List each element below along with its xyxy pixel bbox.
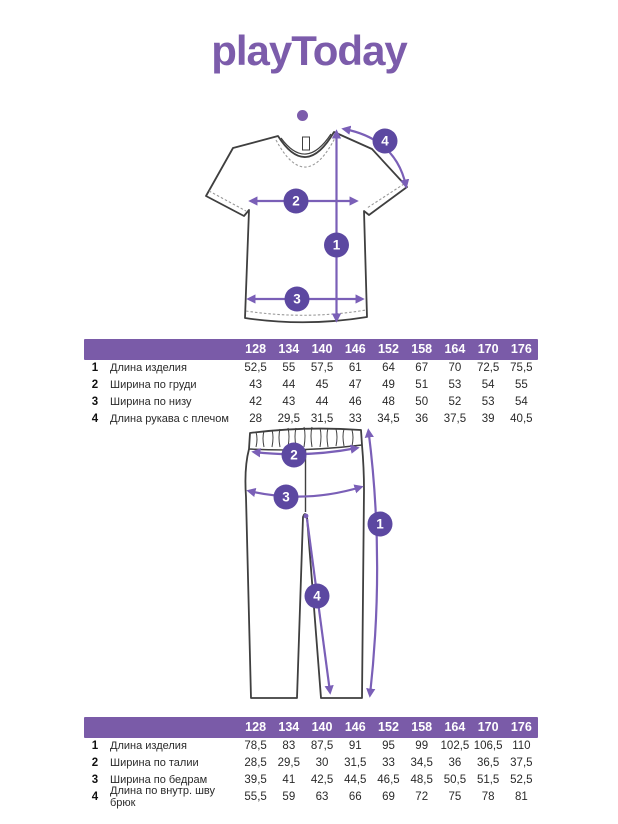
measure-value-cell: 75,5 [510,362,533,375]
measure-value-cell: 50,5 [443,773,467,786]
measure-value-cell: 63 [315,790,329,803]
measure-value-cell: 67 [415,362,429,375]
measure-value-cell: 43 [282,395,296,408]
measure-value-cell: 72,5 [476,362,500,375]
measure-value-cell: 34,5 [377,412,400,425]
table-row [84,738,538,755]
measure-badge-3 [274,485,299,510]
row-label: Ширина по бедрам [110,773,208,786]
brand-logo-text: playToday [211,27,407,74]
measure-badge-4 [305,584,330,609]
row-number: 3 [91,773,99,786]
size-col-header: 152 [378,720,399,734]
measure-value-cell: 40,5 [510,412,533,425]
measure-value-cell: 59 [282,790,296,803]
brand-logo [0,26,618,76]
size-col-header: 128 [245,342,267,356]
tshirt-measurement-diagram [180,100,440,340]
measure-value-cell: 61 [348,362,362,375]
size-col-header: 140 [311,720,333,734]
measure-value-cell: 78 [481,790,495,803]
row-label: Длина по внутр. шву брюк [110,784,216,809]
badge-number: 3 [282,489,290,505]
row-label: Длина изделия [110,740,187,753]
size-col-header: 170 [477,720,499,734]
measure-value-cell: 83 [282,740,296,753]
collar-label-tag [303,137,310,150]
measure-value-cell: 46,5 [377,773,400,786]
measure-value-cell: 37,5 [443,412,467,425]
size-col-header: 134 [278,720,300,734]
measure-value-cell: 55 [514,379,528,392]
pants-measurement-diagram [230,418,400,710]
measure-value-cell: 51,5 [476,773,500,786]
row-number: 2 [91,757,99,770]
measure-value-cell: 37,5 [510,757,533,770]
measure-badge-2 [284,189,309,214]
measure-value-cell: 34,5 [410,757,433,770]
measure-value-cell: 57,5 [310,362,334,375]
size-col-header: 164 [444,342,466,356]
table-row [84,784,538,809]
size-col-header: 128 [245,720,267,734]
badge-number: 2 [292,193,300,209]
row-number: 3 [91,395,99,408]
header-spacer [84,717,239,738]
measure-value-cell: 42,5 [310,773,334,786]
badge-number: 2 [290,447,298,463]
measure-value-cell: 31,5 [344,757,367,770]
measure-value-cell: 52,5 [244,362,267,375]
measure-value-cell: 41 [282,773,296,786]
measure-value-cell: 48 [382,395,395,408]
tshirt-size-table [84,339,538,427]
measure-value-cell: 91 [348,740,362,753]
size-col-header: 140 [311,342,333,356]
row-label: Ширина по низу [110,395,192,408]
measure-value-cell: 51 [415,379,429,392]
measure-value-cell: 75 [448,790,462,803]
measure-value-cell: 66 [348,790,362,803]
table-row [84,755,538,772]
size-header-row [84,717,538,738]
size-col-header: 158 [411,720,433,734]
measure-value-cell: 78,5 [244,740,267,753]
size-col-header: 146 [344,342,366,356]
measure-badge-3 [285,287,310,312]
measure-value-cell: 29,5 [277,757,301,770]
measure-value-cell: 54 [481,379,495,392]
size-header-row [84,339,538,360]
inseam-origin-dot [304,514,309,519]
measure-value-cell: 30 [315,757,329,770]
measure-value-cell: 50 [415,395,429,408]
measure-value-cell: 47 [348,379,362,392]
measure-badge-2 [282,443,307,468]
measure-value-cell: 33 [382,757,395,770]
measure-value-cell: 36,5 [476,757,500,770]
row-number: 4 [91,790,99,803]
measure-value-cell: 44 [315,395,329,408]
measure-value-cell: 46 [348,395,362,408]
size-col-header: 158 [411,342,433,356]
measure-value-cell: 52,5 [510,773,533,786]
measure-value-cell: 106,5 [473,740,503,753]
measure-value-cell: 48,5 [410,773,433,786]
row-number: 1 [91,740,99,753]
pants-size-table [84,717,538,809]
measure-value-cell: 95 [382,740,395,753]
size-col-header: 146 [344,720,366,734]
measure-badge-1 [368,512,393,537]
measure-value-cell: 39 [481,412,495,425]
measure-value-cell: 49 [382,379,395,392]
pants-outline [245,429,364,698]
table-row [84,360,538,377]
table-row [84,377,538,394]
badge-number: 1 [376,516,384,532]
arrow-length [369,431,378,695]
measure-value-cell: 28,5 [244,757,267,770]
size-col-header: 164 [444,720,466,734]
measure-value-cell: 64 [382,362,395,375]
measure-value-cell: 87,5 [310,740,334,753]
row-number: 4 [91,412,99,425]
measure-value-cell: 53 [481,395,495,408]
row-label: Длина изделия [110,362,187,375]
measure-value-cell: 99 [415,740,429,753]
measure-value-cell: 28 [249,412,262,425]
measure-badge-1 [324,233,349,258]
size-col-header: 152 [378,342,399,356]
header-spacer [84,339,239,360]
badge-number: 4 [381,133,389,149]
measure-value-cell: 53 [448,379,462,392]
measure-value-cell: 39,5 [244,773,267,786]
measure-value-cell: 102,5 [440,740,470,753]
row-label: Длина рукава с плечом [110,412,229,425]
size-col-header: 134 [278,342,300,356]
size-col-header: 176 [510,720,532,734]
measure-value-cell: 44,5 [344,773,367,786]
badge-number: 3 [293,291,301,307]
measure-value-cell: 44 [282,379,296,392]
measure-value-cell: 36 [415,412,429,425]
size-col-header: 170 [477,342,499,356]
row-number: 1 [91,362,99,375]
measure-value-cell: 45 [315,379,329,392]
row-number: 2 [91,379,99,392]
measure-value-cell: 31,5 [310,412,334,425]
size-col-header: 176 [510,342,532,356]
measure-value-cell: 42 [249,395,262,408]
measure-value-cell: 43 [249,379,262,392]
measure-value-cell: 54 [514,395,528,408]
badge-number: 1 [332,237,341,253]
measure-badge-4 [373,129,398,154]
measure-value-cell: 72 [415,790,429,803]
measure-value-cell: 55 [282,362,296,375]
measure-value-cell: 110 [512,740,531,753]
row-label: Ширина по груди [110,379,197,392]
measure-value-cell: 55,5 [244,790,267,803]
measure-value-cell: 36 [448,757,462,770]
badge-number: 4 [313,588,321,604]
table-row [84,394,538,411]
measure-value-cell: 69 [382,790,395,803]
measure-value-cell: 29,5 [277,412,301,425]
measure-value-cell: 70 [448,362,462,375]
measure-value-cell: 81 [514,790,528,803]
row-label: Ширина по талии [110,757,199,770]
measure-value-cell: 52 [448,395,462,408]
measure-value-cell: 33 [348,412,362,425]
